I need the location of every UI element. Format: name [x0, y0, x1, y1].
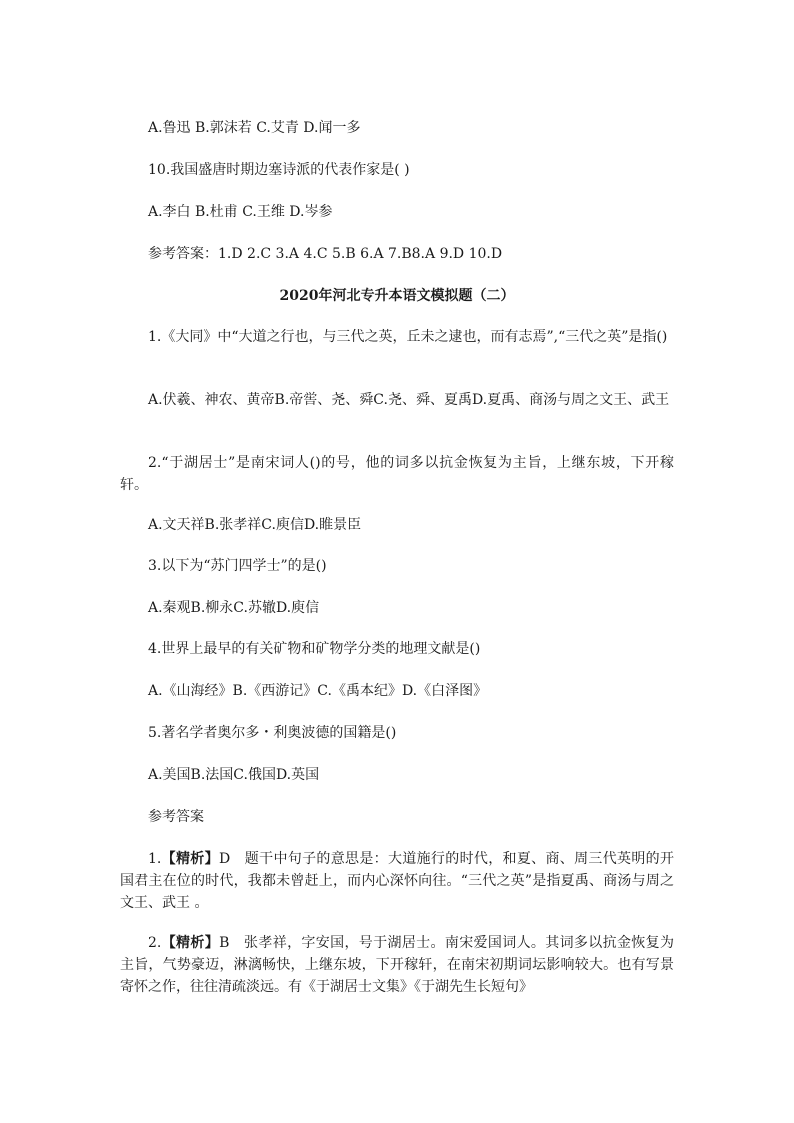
- q10-question: 10.我国盛唐时期边塞诗派的代表作家是( ): [148, 162, 410, 178]
- explanation-1-text: D 题干中句子的意思是：大道施行的时代，和夏、商、周三代英明的开国君主在位的时代，我都未曾赶上，而内心深怀向往。“三代之英”是指夏禹、商汤与周之文王、武王 。: [120, 851, 674, 911]
- explanation-1-number: 1.: [148, 851, 162, 867]
- explanation-2-text: B 张孝祥，字安国，号于湖居士。南宋爱国词人。其词多以抗金恢复为主旨，气势豪迈，淋漓畅快，上继东坡，下开稼轩，在南宋初期词坛影响较大。也有写景寄怀之作，往往清疏淡远。有《于湖居士文集》《于湖先生长短句》: [120, 935, 674, 995]
- s2-question-3-options: A.秦观B.柳永C.苏辙D.庾信: [148, 600, 320, 616]
- s2-question-2: 2.“于湖居士”是南宋词人()的号，他的词多以抗金恢复为主旨，上继东坡，下开稼轩。: [120, 455, 674, 493]
- s2-question-1: 1.《大同》中“大道之行也，与三代之英，丘未之逮也，而有志焉”,“三代之英”是指(): [148, 329, 668, 345]
- explanation-2: [120, 932, 674, 998]
- explanation-1: [120, 848, 674, 914]
- s2-question-4: 4.世界上最早的有关矿物和矿物学分类的地理文献是(): [148, 641, 481, 657]
- s2-question-5-options: A.美国B.法国C.俄国D.英国: [148, 767, 320, 783]
- q10-options: A.李白 B.杜甫 C.王维 D.岑参: [148, 204, 333, 220]
- section-title: 2020年河北专升本语文模拟题（二）: [279, 288, 515, 304]
- s2-question-5: 5.著名学者奥尔多・利奥波德的国籍是(): [148, 725, 397, 741]
- q9-options: A.鲁迅 B.郭沫若 C.艾青 D.闻一多: [148, 120, 361, 136]
- explanation-1-tag: 【精析】: [161, 851, 219, 867]
- s2-question-1-options: A.伏羲、神农、黄帝B.帝喾、尧、舜C.尧、舜、夏禹D.夏禹、商汤与周之文王、武王: [148, 392, 670, 408]
- answers-part1: 参考答案：1.D 2.C 3.A 4.C 5.B 6.A 7.B8.A 9.D 10.D: [148, 246, 503, 262]
- s2-question-2-options: A.文天祥B.张孝祥C.庾信D.睢景臣: [148, 517, 362, 533]
- s2-question-4-options: A.《山海经》B.《西游记》C.《禹本纪》D.《白泽图》: [148, 683, 488, 699]
- explanation-2-number: 2.: [148, 935, 162, 951]
- explanation-2-tag: 【精析】: [161, 935, 220, 951]
- s2-question-3: 3.以下为“苏门四学士”的是(): [148, 558, 327, 574]
- document-page: [120, 0, 674, 1123]
- answers-heading: 参考答案: [148, 809, 204, 825]
